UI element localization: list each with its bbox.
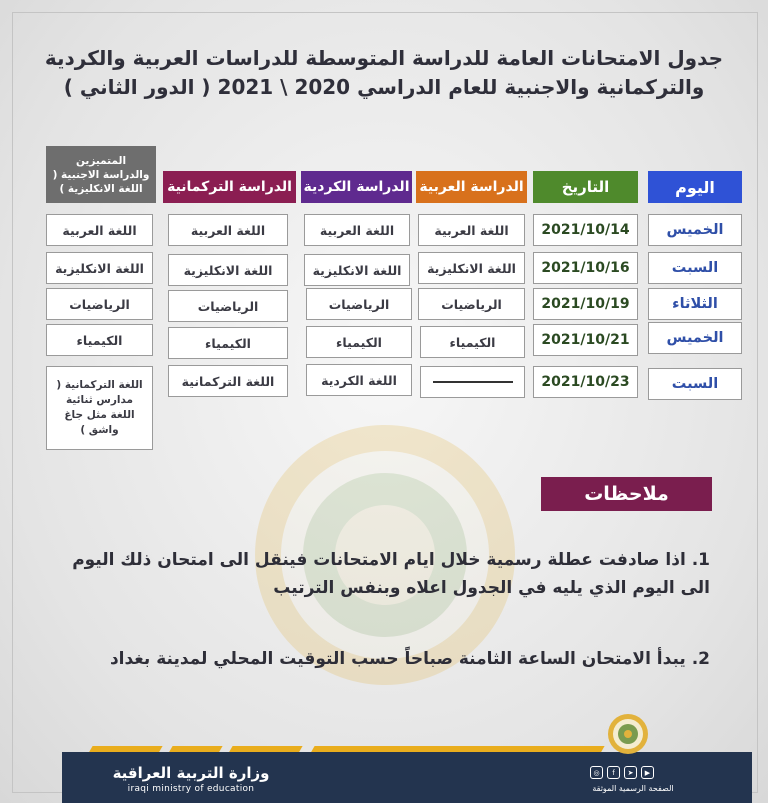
header-kurdish-studies: الدراسة الكردية xyxy=(301,171,412,203)
turkmen-subject-cell: الكيمياء xyxy=(168,327,288,359)
official-page-label: الصفحة الرسمية الموثقة xyxy=(592,784,674,793)
page-title xyxy=(40,44,728,102)
day-cell: الخميس xyxy=(648,322,742,354)
turkmen-subject-cell: اللغة العربية xyxy=(168,214,288,246)
foreign-subject-cell: اللغة الانكليزية xyxy=(46,252,153,284)
telegram-icon[interactable]: ➤ xyxy=(624,766,637,779)
day-cell: الخميس xyxy=(648,214,742,246)
day-cell: السبت xyxy=(648,368,742,400)
kurdish-subject-cell: الرياضيات xyxy=(306,288,412,320)
social-icons xyxy=(590,766,654,779)
turkmen-subject-cell: اللغة الانكليزية xyxy=(168,254,288,286)
kurdish-subject-cell: اللغة العربية xyxy=(304,214,410,246)
kurdish-subject-cell: اللغة الكردية xyxy=(306,364,412,396)
turkmen-subject-cell: الرياضيات xyxy=(168,290,288,322)
header-day: اليوم xyxy=(648,171,742,203)
arabic-subject-cell: اللغة الانكليزية xyxy=(418,252,525,284)
header-date: التاريخ xyxy=(533,171,638,203)
ministry-emblem-icon xyxy=(607,713,649,755)
date-cell: 2021/10/16 xyxy=(533,252,638,284)
kurdish-subject-cell: اللغة الانكليزية xyxy=(304,254,410,286)
header-turkmen-studies: الدراسة التركمانية xyxy=(163,171,296,203)
youtube-icon[interactable]: ▶ xyxy=(641,766,654,779)
header-foreign-studies: المتميزين والدراسة الاجنبية ( اللغة الانكليزية ) xyxy=(46,146,156,203)
foreign-subject-cell: الرياضيات xyxy=(46,288,153,320)
date-cell: 2021/10/21 xyxy=(533,324,638,356)
arabic-subject-cell xyxy=(420,366,525,398)
day-cell: السبت xyxy=(648,252,742,284)
facebook-icon[interactable]: f xyxy=(607,766,620,779)
foreign-subject-cell: اللغة التركمانية ( مدارس ثنائية اللغة مثل جاغ واشق ) xyxy=(46,366,153,450)
date-cell: 2021/10/23 xyxy=(533,366,638,398)
date-cell: 2021/10/19 xyxy=(533,288,638,320)
note-item-1: 1. اذا صادفت عطلة رسمية خلال ايام الامتحانات فينقل الى امتحان ذلك اليوم الى اليوم الذي يليه في الجدول اعلاه وبنفس الترتيب xyxy=(72,550,710,598)
note-item-2: 2. يبدأ الامتحان الساعة الثامنة صباحاً حسب التوقيت المحلي لمدينة بغداد xyxy=(109,649,710,669)
no-exam-dash xyxy=(433,381,513,383)
notes-heading: ملاحظات xyxy=(541,477,712,511)
foreign-subject-cell: الكيمياء xyxy=(46,324,153,356)
instagram-icon[interactable]: ◎ xyxy=(590,766,603,779)
day-cell: الثلاثاء xyxy=(648,288,742,320)
title-line-1: جدول الامتحانات العامة للدراسة المتوسطة للدراسات العربية والكردية xyxy=(44,46,724,70)
ministry-name-english: iraqi ministry of education xyxy=(127,784,255,794)
ministry-name-arabic: وزارة التربية العراقية xyxy=(112,764,270,782)
date-cell: 2021/10/14 xyxy=(533,214,638,246)
arabic-subject-cell: الكيمياء xyxy=(420,326,525,358)
arabic-subject-cell: الرياضيات xyxy=(418,288,525,320)
header-arabic-studies: الدراسة العربية xyxy=(416,171,527,203)
title-line-2: والتركمانية والاجنبية للعام الدراسي 2020 \ 2021 ( الدور الثاني ) xyxy=(63,75,705,99)
arabic-subject-cell: اللغة العربية xyxy=(418,214,525,246)
turkmen-subject-cell: اللغة التركمانية xyxy=(168,365,288,397)
foreign-subject-cell: اللغة العربية xyxy=(46,214,153,246)
kurdish-subject-cell: الكيمياء xyxy=(306,326,412,358)
